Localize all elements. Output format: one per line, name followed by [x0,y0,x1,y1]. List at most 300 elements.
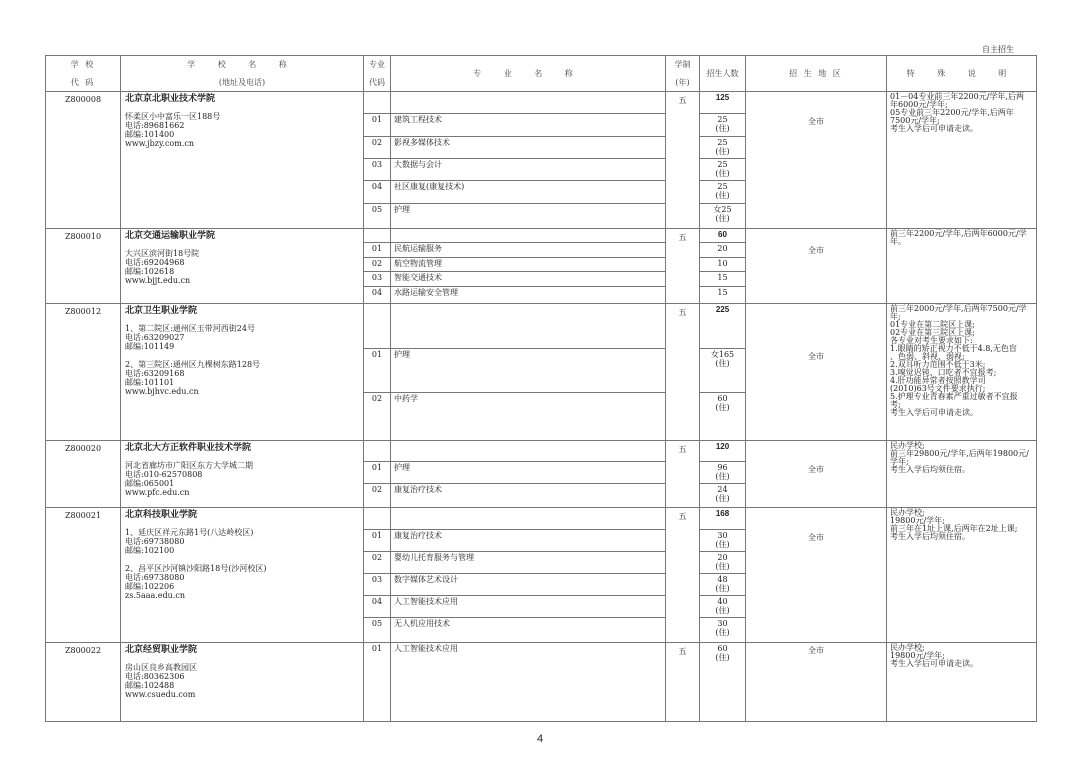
major-code-text: 05 [371,619,383,628]
major-name-item [391,137,665,159]
note-line: 01专业在第二院区上课; [890,320,975,329]
school-row [46,229,1037,304]
enrollment-count: 25 [717,182,728,192]
major-name-head-text [391,229,665,231]
note-line: 前三年29800元/学年,后两年19800元/ [890,449,1029,458]
school-info-line: www.bjhvc.edu.cn [125,387,199,396]
enrollment-item [700,272,745,286]
note-line: 4.肝功能异常者按照教学司 [890,376,986,385]
corner-label: 自主招生 [982,45,1014,54]
note-line: 19800元/学年; [890,516,945,525]
enrollment-count: 96 [717,463,728,473]
enrollment-head [700,508,745,530]
enrollment-text [700,643,745,663]
major-name-text: 婴幼儿托育服务与管理 [394,553,474,562]
enrollment-count: 25 [717,115,728,125]
enrollment-text [700,287,745,298]
note-line: 民办学校; [890,508,925,517]
major-name-text: 康复治疗技术 [394,484,442,494]
enrollment-note: (住) [715,628,730,637]
enrollment-count: 15 [717,287,728,297]
notes [887,441,1037,508]
major-name-item [391,114,665,136]
major-code-item [364,159,390,181]
school-info-line: 电话:69204968 [125,258,185,267]
major-name-item [391,349,665,394]
enrollment-item [700,643,745,718]
enrollment-item [700,287,745,300]
enrollment-count: 女25 [713,204,732,214]
admissions-table [45,55,1037,722]
school-info-line: 电话:69738080 [125,537,185,546]
major-name-text: 数字媒体艺术设计 [394,575,458,584]
enrollment-text [700,204,745,224]
major-code [364,92,391,229]
enrollment-text [700,258,745,269]
duration: 五 [666,229,700,304]
note-line: 民办学校; [890,441,925,450]
major-name-head [391,508,665,530]
major-name-item [391,159,665,181]
enrollment-item [700,596,745,618]
major-code [364,229,391,304]
major-name [391,304,666,441]
enrollment-text [700,530,745,550]
duration: 五 [666,643,700,722]
major-name-text: 大数据与会计 [394,159,442,169]
major-code-head [364,92,390,114]
school-code: Z800022 [46,643,121,722]
note-line: 前三年在1址上课,后两年在2址上课; [890,524,1018,533]
enrollment-head [700,441,745,462]
enrollment [700,92,746,229]
enrollment-text [700,272,745,283]
major-code-item [364,349,390,394]
major-name-item [391,552,665,574]
enrollment-item [700,484,745,504]
major-code-text: 01 [371,115,383,125]
major-code-item [364,643,390,718]
school-name: 北京京北职业技术学院 [125,94,216,104]
enrollment-item [700,393,745,437]
school-info-line: 电话:63209168 [125,369,185,378]
school-name: 北京交通运输职业学院 [125,231,216,241]
school-code: Z800021 [46,508,121,643]
major-code-item [364,530,390,552]
region: 全市 [746,441,887,508]
major-code-text: 01 [371,531,383,540]
major-name-text: 影视多媒体技术 [394,137,450,147]
school-info-line: 邮编:101400 [125,130,175,139]
school-info-line: 电话:63209027 [125,333,185,342]
major-name [391,92,666,229]
note-line: 5.护理专业青春素严重过敏者不宜报 [890,392,1018,401]
notes [887,508,1037,643]
school-name: 北京科技职业学院 [125,510,198,520]
spacer [125,555,360,564]
school-name: 北京北大方正软件职业技术学院 [125,443,252,453]
enrollment-text [700,484,745,504]
major-name-item [391,272,665,286]
enrollment-text [700,137,745,157]
header-notes: 特 殊 说 明 [887,56,1037,92]
enrollment-note: (住) [715,403,730,413]
school-code: Z800010 [46,229,121,304]
school-info-line: 1、延庆区祥元东路1号(八达岭校区) [125,528,254,537]
major-name-head [391,92,665,114]
enrollment-text [700,181,745,201]
header-row [46,56,1037,92]
major-name-text: 水路运输安全管理 [394,287,458,297]
enrollment-count: 20 [717,553,728,562]
major-code-item [364,181,390,203]
school-row [46,643,1037,722]
enrollment-text [700,114,745,134]
enrollment-head-text: 168 [715,509,730,518]
region: 全市 [746,508,887,643]
major-name-head [391,229,665,243]
enrollment-note: (住) [715,562,730,571]
enrollment-item [700,530,745,552]
major-name [391,643,666,722]
header-major-name: 专 业 名 称 [391,56,666,92]
major-code-item [364,114,390,136]
major-code-item [364,137,390,159]
major-name-text: 无人机应用技术 [394,619,450,628]
enrollment-item [700,462,745,483]
enrollment-note: (住) [715,124,730,134]
note-line: 考生入学后均须住宿。 [890,465,970,474]
school-info-line: 电话:80362306 [125,672,185,681]
note-line: 考生入学后可申请走读。 [890,408,978,417]
enrollment-count: 30 [717,531,728,540]
major-code-head-text [364,441,390,443]
region: 全市 [746,92,887,229]
major-name-item [391,393,665,437]
major-name-text: 民航运输服务 [394,244,442,254]
school-name: 北京经贸职业学院 [125,645,198,655]
major-code-item [364,574,390,596]
major-code-item [364,618,390,639]
school-code: Z800020 [46,441,121,508]
enrollment-count: 60 [717,394,728,404]
school-info [121,441,364,508]
enrollment-count: 25 [717,137,728,147]
major-name-head-text [391,441,665,443]
enrollment-note: (住) [715,606,730,615]
enrollment-item [700,137,745,159]
enrollment-head [700,304,745,349]
enrollment-item [700,552,745,574]
note-line: 7500元/学年; [890,116,940,125]
region: 全市 [746,229,887,304]
region: 全市 [746,643,887,722]
enrollment-text [700,574,745,594]
enrollment-item [700,181,745,203]
duration: 五 [666,92,700,229]
major-code-item [364,596,390,618]
major-name-head-text [391,92,665,94]
school-info-line: 电话:69738080 [125,573,185,582]
school-code: Z800012 [46,304,121,441]
enrollment-count: 10 [717,258,728,268]
duration: 五 [666,441,700,508]
major-name-text: 智能交通技术 [394,273,442,283]
major-code-head-text [364,304,390,306]
note-line: 3.嗅觉迟钝、口吃者不宜报考; [890,368,997,377]
major-name-head-text [391,304,665,306]
school-info [121,92,364,229]
notes [887,643,1037,722]
major-code-text: 03 [371,575,383,584]
major-code-head [364,304,390,349]
school-info-line: www.csuedu.com [125,690,196,699]
school-info-line: www.bjjt.edu.cn [125,276,191,285]
enrollment-text [700,159,745,179]
note-line: 05专业前三年2200元/学年,后两年 [890,108,1014,117]
school-info-line: 电话:010-62570808 [125,470,203,479]
enrollment-item [700,204,745,225]
note-line: 年6000元/学年; [890,100,948,109]
notes [887,229,1037,304]
enrollment [700,508,746,643]
note-line: 年。 [890,237,906,246]
major-code-text: 02 [371,137,383,147]
school-name: 北京卫生职业学院 [125,306,198,316]
school-info [121,508,364,643]
major-name-item [391,530,665,552]
major-code-text: 04 [371,597,383,606]
major-name-text: 建筑工程技术 [394,115,442,125]
major-code-item [364,484,390,504]
major-code-head [364,229,390,243]
school-info-line: 邮编:102488 [125,681,175,690]
major-name-text: 航空物流管理 [394,258,442,268]
major-name-item [391,462,665,483]
note-line: 民办学校; [890,643,925,652]
enrollment-text [700,618,745,638]
enrollment-note: (住) [715,358,730,368]
enrollment-head-text: 125 [715,93,730,102]
note-line: 考生入学后可申请走读。 [890,124,978,133]
major-code-text: 04 [371,287,383,297]
major-code-item [364,258,390,272]
major-name-item [391,258,665,272]
school-info-line: 怀柔区小中富乐一区188号 [125,112,221,121]
enrollment-note: (住) [715,168,730,178]
enrollment-item [700,349,745,394]
school-info [121,229,364,304]
spacer [125,351,360,360]
school-info-line: 电话:89681662 [125,121,185,130]
major-name-text: 护理 [394,349,410,359]
enrollment-text [700,462,745,482]
enrollment-count: 25 [717,159,728,169]
major-name-item [391,574,665,596]
enrollment-text [700,552,745,572]
page-number: 4 [536,733,544,745]
school-info-line: 房山区良乡高教园区 [125,663,197,672]
note-line: 年; [890,312,901,321]
major-name-item [391,204,665,225]
enrollment-item [700,114,745,136]
enrollment-item [700,618,745,639]
enrollment-note: (住) [715,584,730,593]
enrollment-note: (住) [715,146,730,156]
school-row [46,304,1037,441]
enrollment [700,304,746,441]
school-info-line: zs.5aaa.edu.cn [125,591,185,600]
enrollment-count: 60 [717,644,728,653]
major-code-text: 03 [371,159,383,169]
note-line: 前三年2200元/学年,后两年6000元/学 [890,229,1027,238]
major-code-text: 01 [371,644,383,653]
enrollment-head [700,92,745,114]
major-code-text: 05 [371,204,383,214]
major-code-head [364,508,390,530]
major-name-item [391,618,665,639]
major-code-text: 02 [371,394,383,404]
school-row [46,508,1037,643]
major-name-item [391,181,665,203]
major-name-head-text [391,508,665,510]
note-line: 学年; [890,457,909,466]
major-code [364,304,391,441]
enrollment-item [700,258,745,272]
duration: 五 [666,508,700,643]
notes [887,304,1037,441]
enrollment-note: (住) [715,191,730,201]
note-line: 19800元/学年; [890,651,945,660]
school-info-line: www.jbzy.com.cn [125,139,195,148]
school-info [121,304,364,441]
header-school-code: 学 校 代 码 [46,56,121,92]
enrollment-count: 24 [717,484,728,494]
enrollment-note: (住) [715,653,730,662]
school-info-line: 1、第二院区:通州区玉带河西街24号 [125,324,255,333]
school-info-line: 河北省廊坊市广阳区东方大学城二期 [125,461,253,470]
school-info-line: www.pfc.edu.cn [125,488,190,497]
enrollment-head-text: 225 [715,305,730,314]
major-code [364,643,391,722]
header-duration: 学制 (年) [666,56,700,92]
major-name-item [391,484,665,504]
major-name-text: 护理 [394,204,410,214]
major-code-text: 01 [371,244,383,254]
enrollment-item [700,243,745,257]
major-code-text: 02 [371,553,383,562]
major-code [364,508,391,643]
notes [887,92,1037,229]
note-line: 、色弱、斜视、弱视; [890,352,965,361]
school-row [46,441,1037,508]
enrollment-note: (住) [715,493,730,503]
enrollment-count: 女165 [710,349,735,359]
school-info-line: 邮编:065001 [125,479,175,488]
major-name-item [391,243,665,257]
note-line: (2010)63号文件要求执行; [890,384,986,393]
major-code-item [364,393,390,437]
school-info-line: 邮编:102100 [125,546,175,555]
major-name-item [391,287,665,300]
enrollment-count: 30 [717,619,728,628]
major-name-text: 护理 [394,463,410,473]
school-info-line: 邮编:101149 [125,342,175,351]
major-name [391,229,666,304]
major-code-head-text [364,508,390,510]
major-code-head-text [364,92,390,94]
enrollment-head-text: 60 [718,230,727,239]
note-line: 01－04专业前三年2200元/学年,后两 [890,92,1024,101]
enrollment-count: 48 [717,575,728,584]
major-name-text: 人工智能技术应用 [394,644,458,653]
major-code-text: 02 [371,258,383,268]
major-name-text: 社区康复(康复技术) [394,182,465,192]
header-region: 招 生 地 区 [746,56,887,92]
school-info [121,643,364,722]
major-code-item [364,272,390,286]
major-code-item [364,204,390,225]
major-code [364,441,391,508]
note-line: 1.眼睛的矫正视力不低于4.8,无色盲 [890,344,1017,353]
major-code-head-text [364,229,390,231]
enrollment-count: 40 [717,597,728,606]
major-name-head [391,441,665,462]
enrollment [700,229,746,304]
region: 全市 [746,304,887,441]
major-code-item [364,243,390,257]
note-line: 02专业在第三院区上课; [890,328,975,337]
enrollment-count: 15 [717,273,728,283]
enrollment [700,441,746,508]
major-name-text: 康复治疗技术 [394,531,442,540]
major-code-item [364,552,390,574]
enrollment [700,643,746,722]
school-info-line: 邮编:101101 [125,378,175,387]
note-line: 各专业对考生要求如下: [890,336,973,345]
enrollment-note: (住) [715,472,730,482]
school-info-line: 2、第三院区:通州区九棵树东路128号 [125,360,261,369]
enrollment-item [700,159,745,181]
major-name-item [391,596,665,618]
enrollment-count: 20 [717,244,728,254]
enrollment-text [700,393,745,413]
major-code-text: 01 [371,463,383,473]
major-name [391,508,666,643]
school-info-line: 邮编:102618 [125,267,175,276]
enrollment-text [700,349,745,369]
school-row [46,92,1037,229]
enrollment-item [700,574,745,596]
school-code: Z800008 [46,92,121,229]
major-code-text: 01 [371,349,383,359]
major-code-text: 03 [371,273,383,283]
duration: 五 [666,304,700,441]
major-code-item [364,462,390,483]
header-enrollment: 招生人数 [700,56,746,92]
major-code-text: 04 [371,182,383,192]
header-major-code: 专业 代码 [364,56,391,92]
header-school-name: 学 校 名 称 (地址及电话) [121,56,364,92]
note-line: 2.双耳听力范围不低于3米; [890,360,986,369]
note-line: 考; [890,400,901,409]
note-line: 考生入学后可申请走读。 [890,659,978,668]
enrollment-text [700,243,745,254]
school-info-line: 2、昌平区沙河镇沙阳路18号(沙河校区) [125,564,267,573]
school-info-line: 大兴区滨河街18号院 [125,249,200,258]
major-name-text: 中药学 [394,394,418,404]
enrollment-note: (住) [715,540,730,549]
